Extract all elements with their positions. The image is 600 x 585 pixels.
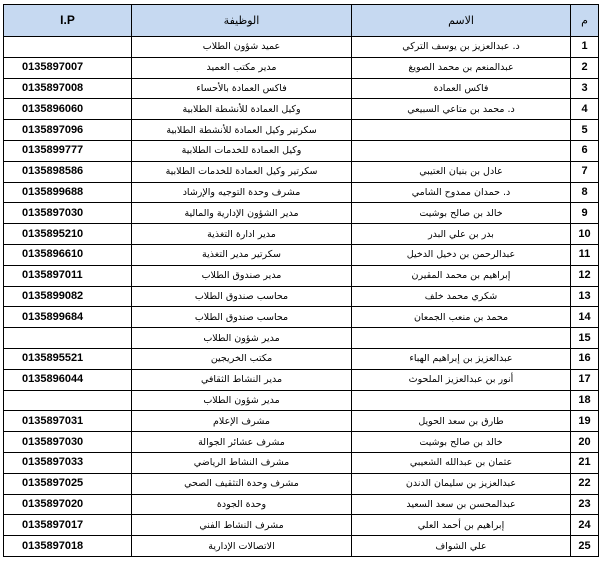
table-row (4, 452, 599, 473)
row-number: 14 (571, 307, 599, 328)
row-phone: 0135897096 (4, 120, 132, 141)
row-job: سكرتير مدير التغذية (132, 244, 352, 265)
row-number: 12 (571, 265, 599, 286)
row-name: بدر بن علي البدر (352, 224, 571, 245)
row-phone: 0135896610 (4, 244, 132, 265)
table-row (4, 307, 599, 328)
row-number: 24 (571, 515, 599, 536)
table-row (4, 348, 599, 369)
row-name: عبدالعزيز بن سليمان الدندن (352, 473, 571, 494)
row-number: 9 (571, 203, 599, 224)
row-name: د. محمد بن متاعي السبيعي (352, 99, 571, 120)
row-name: فاكس العمادة (352, 78, 571, 99)
row-job: مشرف وحدة التوجيه والإرشاد (132, 182, 352, 203)
row-phone: 0135897025 (4, 473, 132, 494)
row-name: د. عبدالعزيز بن يوسف التركي (352, 37, 571, 58)
row-number: 1 (571, 37, 599, 58)
row-number: 2 (571, 57, 599, 78)
row-name: طارق بن سعد الحويل (352, 411, 571, 432)
table-row (4, 473, 599, 494)
row-name: خالد بن صالح بوشيت (352, 203, 571, 224)
row-name: محمد بن منعب الجمعان (352, 307, 571, 328)
row-phone: 0135897018 (4, 536, 132, 557)
row-job: وكيل العمادة للأنشطة الطلابية (132, 99, 352, 120)
row-phone: 0135896060 (4, 99, 132, 120)
directory-table-wrapper (3, 4, 598, 557)
header-ip: I.P (4, 5, 132, 37)
table-row (4, 224, 599, 245)
row-number: 25 (571, 536, 599, 557)
row-job: وكيل العمادة للخدمات الطلابية (132, 140, 352, 161)
table-row (4, 37, 599, 58)
row-job: مشرف وحدة التثقيف الصحي (132, 473, 352, 494)
row-job: مدير شؤون الطلاب (132, 390, 352, 411)
row-number: 16 (571, 348, 599, 369)
table-row (4, 411, 599, 432)
row-phone: 0135897030 (4, 203, 132, 224)
row-name: إبراهيم بن أحمد العلي (352, 515, 571, 536)
row-phone: 0135897008 (4, 78, 132, 99)
table-row (4, 536, 599, 557)
row-name: عبدالمنعم بن محمد الصويغ (352, 57, 571, 78)
header-name: الاسم (352, 5, 571, 37)
row-name: عبدالمحسن بن سعد السعيد (352, 494, 571, 515)
row-job: الاتصالات الإدارية (132, 536, 352, 557)
header-number: م (571, 5, 599, 37)
table-row (4, 182, 599, 203)
row-number: 13 (571, 286, 599, 307)
row-job: مدير صندوق الطلاب (132, 265, 352, 286)
row-job: وحدة الجودة (132, 494, 352, 515)
row-job: مشرف النشاط الرياضي (132, 452, 352, 473)
row-name: علي الشواف (352, 536, 571, 557)
table-row (4, 99, 599, 120)
row-phone: 0135897007 (4, 57, 132, 78)
row-job: مدير النشاط الثقافي (132, 369, 352, 390)
row-job: سكرتير وكيل العمادة للخدمات الطلابية (132, 161, 352, 182)
row-phone: 0135899688 (4, 182, 132, 203)
row-phone (4, 37, 132, 58)
row-number: 21 (571, 452, 599, 473)
table-row (4, 265, 599, 286)
row-number: 5 (571, 120, 599, 141)
table-body (4, 37, 599, 557)
row-name: شكري محمد خلف (352, 286, 571, 307)
table-row (4, 203, 599, 224)
row-phone: 0135898586 (4, 161, 132, 182)
row-number: 19 (571, 411, 599, 432)
table-row (4, 515, 599, 536)
row-number: 17 (571, 369, 599, 390)
row-name: د. حمدان ممدوح الشامي (352, 182, 571, 203)
row-number: 4 (571, 99, 599, 120)
table-row (4, 390, 599, 411)
row-job: مشرف النشاط الفني (132, 515, 352, 536)
row-number: 18 (571, 390, 599, 411)
row-phone: 0135895521 (4, 348, 132, 369)
table-row (4, 161, 599, 182)
table-row (4, 328, 599, 349)
row-name: إبراهيم بن محمد المقيرن (352, 265, 571, 286)
row-name: أنور بن عبدالعزيز الملحوث (352, 369, 571, 390)
table-row (4, 369, 599, 390)
row-job: مدير شؤون الطلاب (132, 328, 352, 349)
row-phone: 0135899684 (4, 307, 132, 328)
row-phone: 0135897020 (4, 494, 132, 515)
row-number: 11 (571, 244, 599, 265)
table-row (4, 244, 599, 265)
row-phone: 0135895210 (4, 224, 132, 245)
row-job: مدير الشؤون الإدارية والمالية (132, 203, 352, 224)
row-job: محاسب صندوق الطلاب (132, 286, 352, 307)
row-job: مشرف عشائر الجوالة (132, 432, 352, 453)
row-job: عميد شؤون الطلاب (132, 37, 352, 58)
table-row (4, 78, 599, 99)
row-phone: 0135897030 (4, 432, 132, 453)
row-job: مكتب الخريجين (132, 348, 352, 369)
table-row (4, 57, 599, 78)
row-name (352, 328, 571, 349)
table-row (4, 120, 599, 141)
row-phone: 0135899082 (4, 286, 132, 307)
row-phone: 0135897011 (4, 265, 132, 286)
row-name: عبدالرحمن بن دخيل الدخيل (352, 244, 571, 265)
table-row (4, 432, 599, 453)
row-name: عبدالعزيز بن إبراهيم الهباء (352, 348, 571, 369)
row-job: مدير مكتب العميد (132, 57, 352, 78)
row-number: 10 (571, 224, 599, 245)
row-name (352, 390, 571, 411)
row-name (352, 120, 571, 141)
header-job: الوظيفة (132, 5, 352, 37)
row-job: سكرتير وكيل العمادة للأنشطة الطلابية (132, 120, 352, 141)
row-name: عثمان بن عبدالله الشعيبي (352, 452, 571, 473)
row-job: مشرف الإعلام (132, 411, 352, 432)
row-phone: 0135897017 (4, 515, 132, 536)
row-phone: 0135897033 (4, 452, 132, 473)
row-phone: 0135899777 (4, 140, 132, 161)
row-job: مدير ادارة التغذية (132, 224, 352, 245)
table-header-row (4, 5, 599, 37)
row-number: 15 (571, 328, 599, 349)
row-name: خالد بن صالح بوشيت (352, 432, 571, 453)
row-job: فاكس العمادة بالأحساء (132, 78, 352, 99)
row-phone: 0135896044 (4, 369, 132, 390)
table-row (4, 494, 599, 515)
table-row (4, 286, 599, 307)
row-phone (4, 390, 132, 411)
table-row (4, 140, 599, 161)
row-job: محاسب صندوق الطلاب (132, 307, 352, 328)
row-number: 3 (571, 78, 599, 99)
directory-table (3, 4, 599, 557)
row-number: 8 (571, 182, 599, 203)
row-number: 22 (571, 473, 599, 494)
row-number: 6 (571, 140, 599, 161)
row-number: 20 (571, 432, 599, 453)
row-number: 23 (571, 494, 599, 515)
row-name: عادل بن بنيان العتيبي (352, 161, 571, 182)
row-name (352, 140, 571, 161)
row-number: 7 (571, 161, 599, 182)
row-phone: 0135897031 (4, 411, 132, 432)
row-phone (4, 328, 132, 349)
